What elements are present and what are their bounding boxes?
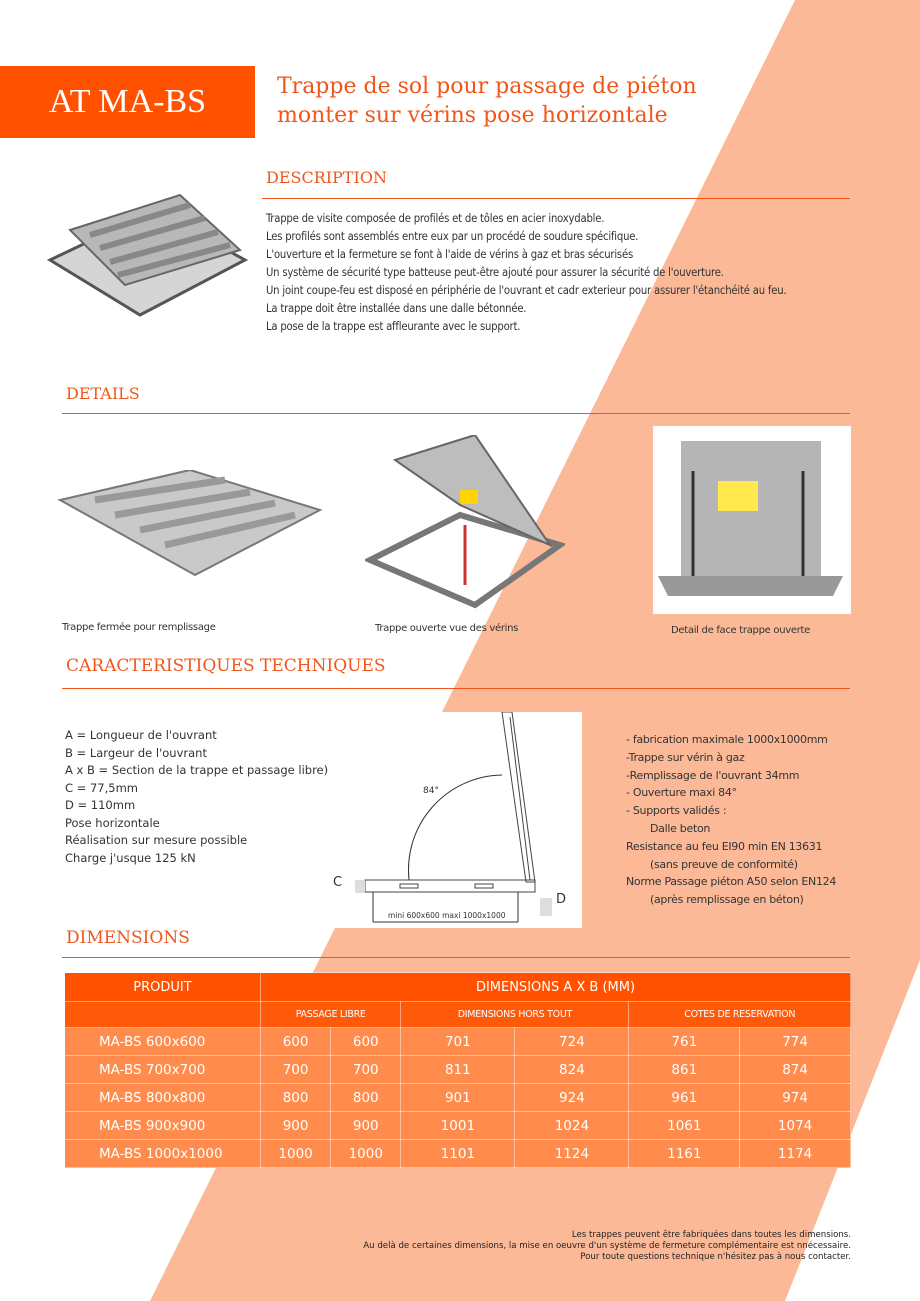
group-header: DIMENSIONS HORS TOUT	[401, 1002, 629, 1028]
table-row	[65, 1112, 851, 1140]
group-header: COTES DE RESERVATION	[629, 1002, 851, 1028]
cell: 1174	[740, 1140, 851, 1168]
table-row	[65, 1140, 851, 1168]
details-heading: DETAILS	[66, 384, 140, 403]
cell: 1124	[515, 1140, 629, 1168]
section-diagram	[330, 712, 582, 928]
cell: 700	[261, 1056, 331, 1084]
cell: 701	[401, 1028, 515, 1056]
spec-line: Pose horizontale	[65, 815, 160, 830]
cell: 874	[740, 1056, 851, 1084]
spec-line: Dalle beton	[650, 821, 711, 835]
footer-note	[363, 1230, 851, 1263]
footer-line: Les trappes peuvent être fabriquées dans toutes les dimensions.	[571, 1230, 851, 1240]
table-row	[65, 1028, 851, 1056]
cell: 1074	[740, 1112, 851, 1140]
cell: 861	[629, 1056, 740, 1084]
cell: 800	[331, 1084, 401, 1112]
cell: 961	[629, 1084, 740, 1112]
cell: 900	[331, 1112, 401, 1140]
range-label: mini 600x600 maxi 1000x1000	[388, 911, 506, 920]
specs-left	[65, 727, 328, 867]
spec-line: - Ouverture maxi 84°	[626, 786, 737, 800]
divider	[62, 688, 850, 689]
image-open-hatch	[365, 435, 565, 610]
cell: 600	[261, 1028, 331, 1056]
cell-product: MA-BS 600x600	[65, 1028, 261, 1056]
d-label: D	[556, 892, 567, 907]
description-text	[266, 210, 786, 336]
cell: 1024	[515, 1112, 629, 1140]
cell-product: MA-BS 900x900	[65, 1112, 261, 1140]
cell: 1000	[331, 1140, 401, 1168]
cell: 811	[401, 1056, 515, 1084]
divider	[62, 413, 850, 414]
spec-line: (après remplissage en béton)	[650, 893, 804, 907]
c-label: C	[333, 875, 343, 890]
caption: Trappe fermée pour remplissage	[62, 622, 216, 633]
description-line: Les profilés sont assemblés entre eux par un procédé de soudure spécifique.	[266, 230, 639, 243]
cell: 724	[515, 1028, 629, 1056]
description-heading: DESCRIPTION	[266, 168, 387, 187]
caption: Trappe ouverte vue des vérins	[375, 623, 519, 634]
cell: 800	[261, 1084, 331, 1112]
cell-product: MA-BS 700x700	[65, 1056, 261, 1084]
spec-line: Norme Passage piéton A50 selon EN124	[626, 875, 837, 889]
specs-right	[626, 731, 836, 909]
angle-label: 84°	[423, 786, 439, 796]
description-line: Un joint coupe-feu est disposé en périphérie de l'ouvrant et cadr exterieur pour assurer l'étanchéité au feu.	[266, 284, 787, 297]
caracteristiques-heading: CARACTERISTIQUES TECHNIQUES	[66, 656, 386, 676]
cell: 1000	[261, 1140, 331, 1168]
header-product: PRODUIT	[65, 973, 261, 1002]
cell: 761	[629, 1028, 740, 1056]
spec-line: D = 110mm	[65, 798, 136, 812]
spec-line: B = Largeur de l'ouvrant	[65, 745, 207, 760]
group-header: PASSAGE LIBRE	[261, 1002, 401, 1028]
dimensions-table	[64, 972, 851, 1168]
spec-line: Charge j'usque 125 kN	[65, 850, 196, 865]
product-image-hatch	[40, 190, 250, 320]
spec-line: -Remplissage de l'ouvrant 34mm	[626, 768, 800, 782]
cell: 924	[515, 1084, 629, 1112]
product-code: AT MA-BS	[0, 66, 255, 138]
spec-line: C = 77,5mm	[65, 780, 138, 795]
cell: 774	[740, 1028, 851, 1056]
cell-product: MA-BS 800x800	[65, 1084, 261, 1112]
spec-line: A x B = Section de la trappe et passage libre)	[65, 763, 329, 777]
image-closed-hatch	[55, 470, 325, 590]
description-line: La pose de la trappe est affleurante avec le support.	[266, 320, 521, 333]
cell: 1001	[401, 1112, 515, 1140]
description-line: La trappe doit être installée dans une dalle bétonnée.	[266, 302, 527, 315]
footer-line: Pour toute questions technique n'hésitez pas à nous contacter.	[580, 1252, 851, 1262]
description-line: Un système de sécurité type batteuse peut-être ajouté pour assurer la sécurité de l'ouverture.	[266, 266, 724, 279]
dimensions-heading: DIMENSIONS	[66, 928, 190, 948]
table-row	[65, 1056, 851, 1084]
spec-line: - fabrication maximale 1000x1000mm	[626, 733, 828, 746]
cell: 974	[740, 1084, 851, 1112]
spec-line: Resistance au feu EI90 min EN 13631	[626, 839, 823, 853]
spec-line: -Trappe sur vérin à gaz	[626, 750, 745, 764]
spec-line: Réalisation sur mesure possible	[65, 833, 248, 847]
cell: 1061	[629, 1112, 740, 1140]
spec-line: (sans preuve de conformité)	[650, 857, 798, 871]
title-line: monter sur vérins pose horizontale	[277, 103, 668, 128]
footer-line: Au delà de certaines dimensions, la mise en oeuvre d'un système de fermeture complémentaire est nnécessaire.	[363, 1241, 851, 1251]
cell: 1161	[629, 1140, 740, 1168]
cell: 700	[331, 1056, 401, 1084]
cell: 1101	[401, 1140, 515, 1168]
table-row	[65, 1084, 851, 1112]
caption: Detail de face trappe ouverte	[671, 625, 810, 636]
header-dimensions: DIMENSIONS A X B (MM)	[261, 973, 851, 1002]
cell: 824	[515, 1056, 629, 1084]
divider	[262, 198, 850, 199]
cell: 900	[261, 1112, 331, 1140]
image-front-detail	[653, 426, 851, 614]
cell: 600	[331, 1028, 401, 1056]
divider	[62, 957, 850, 958]
cell: 901	[401, 1084, 515, 1112]
spec-line: A = Longueur de l'ouvrant	[65, 728, 217, 742]
spec-line: - Supports validés :	[626, 804, 727, 818]
description-line: L'ouverture et la fermeture se font à l'aide de vérins à gaz et bras sécurisés	[266, 248, 634, 261]
page-title	[277, 72, 697, 130]
cell-product: MA-BS 1000x1000	[65, 1140, 261, 1168]
description-line: Trappe de visite composée de profilés et de tôles en acier inoxydable.	[266, 212, 605, 225]
title-line: Trappe de sol pour passage de piéton	[277, 74, 697, 99]
header-empty	[65, 1002, 261, 1028]
